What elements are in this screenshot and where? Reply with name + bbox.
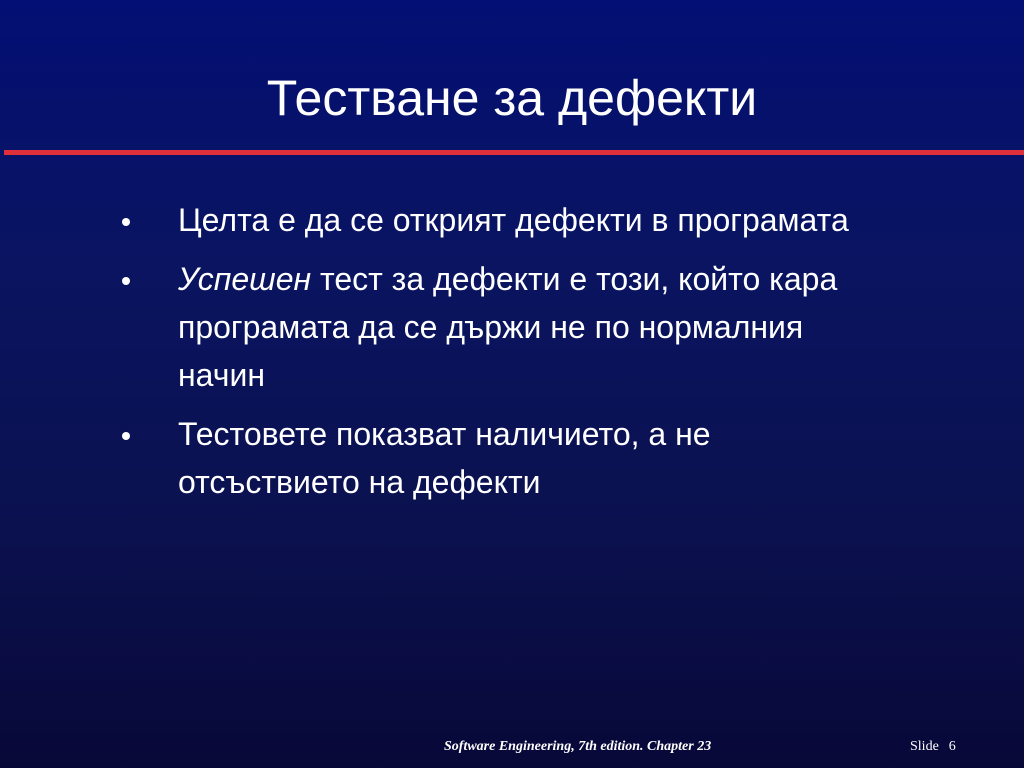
bullet-text: Целта е да се открият дефекти в програмата <box>178 202 849 238</box>
slide-label: Slide <box>910 739 939 754</box>
footer-source: Software Engineering, 7th edition. Chapter 23 <box>444 739 712 754</box>
bullet-text <box>178 261 837 393</box>
bullet-dot-icon <box>122 277 130 285</box>
title-divider <box>4 150 1024 155</box>
bullet-list <box>118 196 878 517</box>
bullet-text-rest: тест за дефекти е този, който кара програмата да се държи не по нормалния начин <box>178 261 838 393</box>
slide-number: 6 <box>948 739 956 754</box>
bullet-item <box>118 196 878 244</box>
slide-number-block <box>910 738 956 756</box>
bullet-item <box>118 410 878 506</box>
bullet-text: Тестовете показват наличието, а не отсъствието на дефекти <box>178 416 711 500</box>
slide-title: Тестване за дефекти <box>266 70 758 126</box>
bullet-dot-icon <box>122 432 130 440</box>
bullet-emphasis: Успешен <box>178 261 312 297</box>
bullet-item <box>118 255 878 399</box>
bullet-dot-icon <box>122 218 130 226</box>
